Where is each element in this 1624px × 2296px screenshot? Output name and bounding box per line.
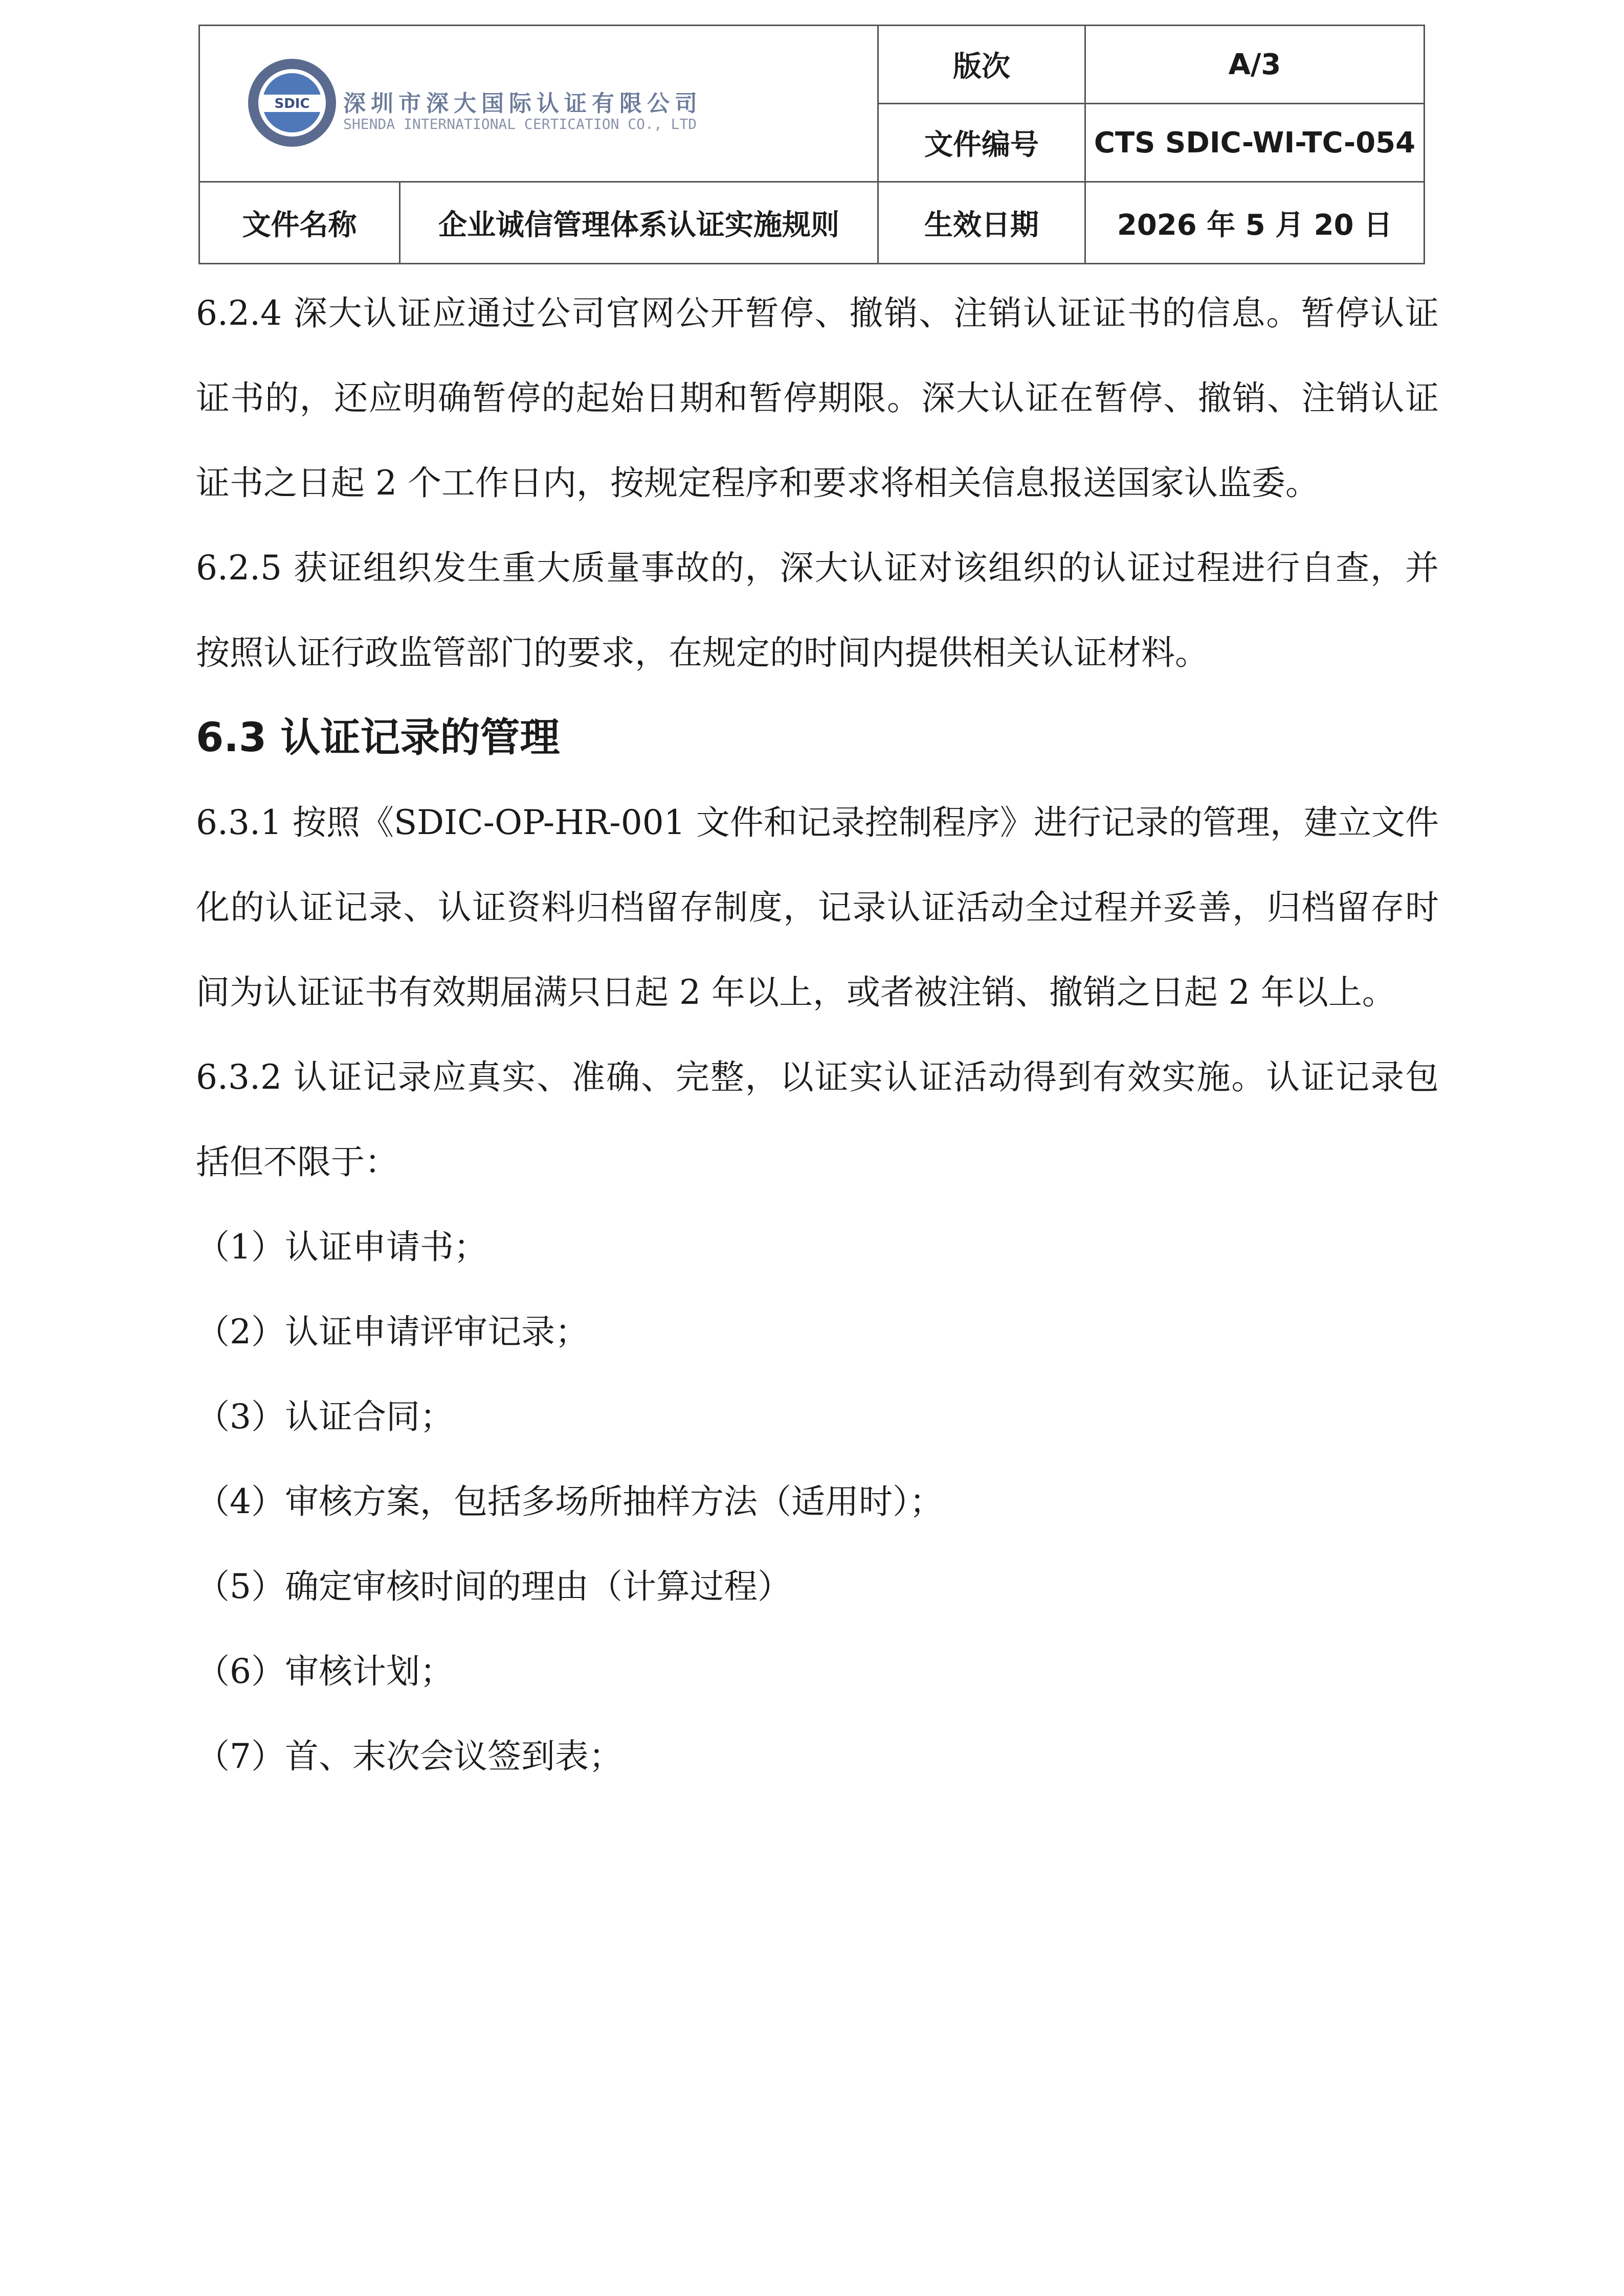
- list-item: （5）确定审核时间的理由（计算过程）: [196, 1567, 791, 1606]
- section-title-6-3: 6.3 认证记录的管理: [196, 715, 560, 761]
- effective-date-label: 生效日期: [878, 182, 1085, 264]
- document-name-value: 企业诚信管理体系认证实施规则: [400, 182, 878, 264]
- sdic-seal-icon: [246, 57, 338, 149]
- paragraph-6-2-5: 6.2.5 获证组织发生重大质量事故的，深大认证对该组织的认证过程进行自查，并按照认证行政监管部门的要求，在规定的时间内提供相关认证材料。: [196, 548, 1439, 672]
- list-item: （3）认证合同；: [196, 1397, 454, 1436]
- paragraph-6-2-4: 6.2.4 深大认证应通过公司官网公开暂停、撤销、注销认证证书的信息。暂停认证证书的，还应明确暂停的起始日期和暂停期限。深大认证在暂停、撤销、注销认证证书之日起 2 个工作日内，按规定程序和要求将相关信息报送国家认监委。: [196, 294, 1439, 503]
- paragraph-6-3-2: 6.3.2 认证记录应真实、准确、完整，以证实认证活动得到有效实施。认证记录包括但不限于：: [196, 1057, 1439, 1182]
- list-item: （2）认证申请评审记录；: [196, 1312, 589, 1352]
- list-item: （1）认证申请书；: [196, 1227, 487, 1267]
- logo-badge: SDIC: [274, 96, 310, 111]
- company-name-en: SHENDA INTERNATIONAL CERTICATION CO., LTD: [343, 116, 697, 132]
- company-name-cn: 深圳市深大国际认证有限公司: [343, 91, 702, 117]
- version-value: A/3: [1085, 26, 1425, 104]
- company-logo: [246, 57, 702, 154]
- paragraph-6-3-1: 6.3.1 按照《SDIC-OP-HR-001 文件和记录控制程序》进行记录的管理，建立文件化的认证记录、认证资料归档留存制度，记录认证活动全过程并妥善，归档留存时间为认证证书有效期届满只日起 2 年以上，或者被注销、撤销之日起 2 年以上。: [196, 803, 1439, 1012]
- document-number-label: 文件编号: [878, 104, 1085, 182]
- list-item: （4）审核方案，包括多场所抽样方法（适用时）；: [196, 1482, 943, 1521]
- document-body: [196, 271, 1439, 1799]
- effective-date-value: 2026 年 5 月 20 日: [1085, 182, 1425, 264]
- document-name-label: 文件名称: [199, 182, 400, 264]
- document-header-table: [198, 25, 1425, 264]
- document-number-value: CTS SDIC-WI-TC-054: [1085, 104, 1425, 182]
- version-label: 版次: [878, 26, 1085, 104]
- list-item: （6）审核计划；: [196, 1652, 454, 1691]
- list-item: （7）首、末次会议签到表；: [196, 1737, 622, 1776]
- company-logo-cell: [199, 26, 878, 182]
